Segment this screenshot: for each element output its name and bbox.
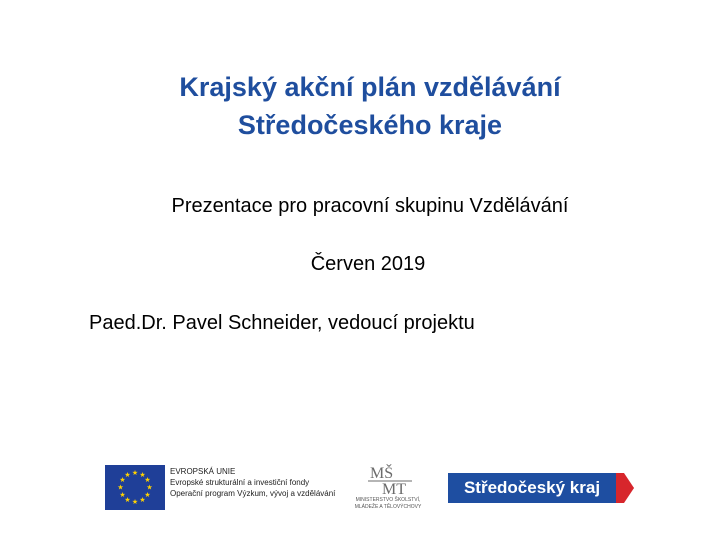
eu-logo-text: [170, 466, 345, 499]
msmt-logo: [360, 463, 420, 497]
svg-text:★: ★: [139, 496, 146, 504]
svg-text:★: ★: [119, 491, 126, 499]
svg-text:★: ★: [146, 483, 153, 492]
msmt-logo-text: [344, 497, 432, 511]
svg-text:★: ★: [144, 476, 151, 484]
msmt-line-1: MINISTERSTVO ŠKOLSTVÍ,: [355, 497, 421, 503]
eu-line-1: EVROPSKÁ UNIE: [170, 467, 236, 476]
svg-text:★: ★: [124, 496, 131, 504]
title-line-1: Krajský akční plán vzdělávání: [179, 72, 561, 102]
title-line-2: Středočeského kraje: [237, 110, 503, 140]
msmt-logo-mark: [360, 463, 420, 497]
eu-stars-icon: [105, 465, 165, 510]
kraj-logo: [448, 473, 634, 503]
svg-text:★: ★: [124, 471, 131, 479]
msmt-line-2: MLÁDEŽE A TĚLOVÝCHOVY: [354, 504, 422, 510]
svg-text:★: ★: [139, 471, 146, 479]
svg-text:★: ★: [117, 483, 124, 492]
slide-date: Červen 2019: [310, 253, 426, 275]
msmt-mark-bottom: MT: [382, 481, 406, 497]
eu-line-2: Evropské strukturální a investiční fondy: [170, 478, 310, 487]
eu-line-3: Operační program Výzkum, vývoj a vzdělávání: [170, 489, 336, 498]
slide-author: Paed.Dr. Pavel Schneider, vedoucí projektu: [89, 312, 475, 334]
slide-title: [0, 68, 720, 144]
eu-flag-icon: [105, 465, 165, 510]
msmt-mark-top: MŠ: [370, 465, 394, 482]
svg-text:★: ★: [131, 469, 139, 477]
svg-text:★: ★: [144, 491, 151, 499]
svg-text:★: ★: [131, 498, 139, 506]
logo-footer: [0, 460, 720, 520]
svg-text:★: ★: [119, 476, 126, 484]
slide-subtitle: Prezentace pro pracovní skupinu Vzdělávání: [171, 195, 569, 217]
kraj-logo-label: Středočeský kraj: [463, 478, 601, 497]
